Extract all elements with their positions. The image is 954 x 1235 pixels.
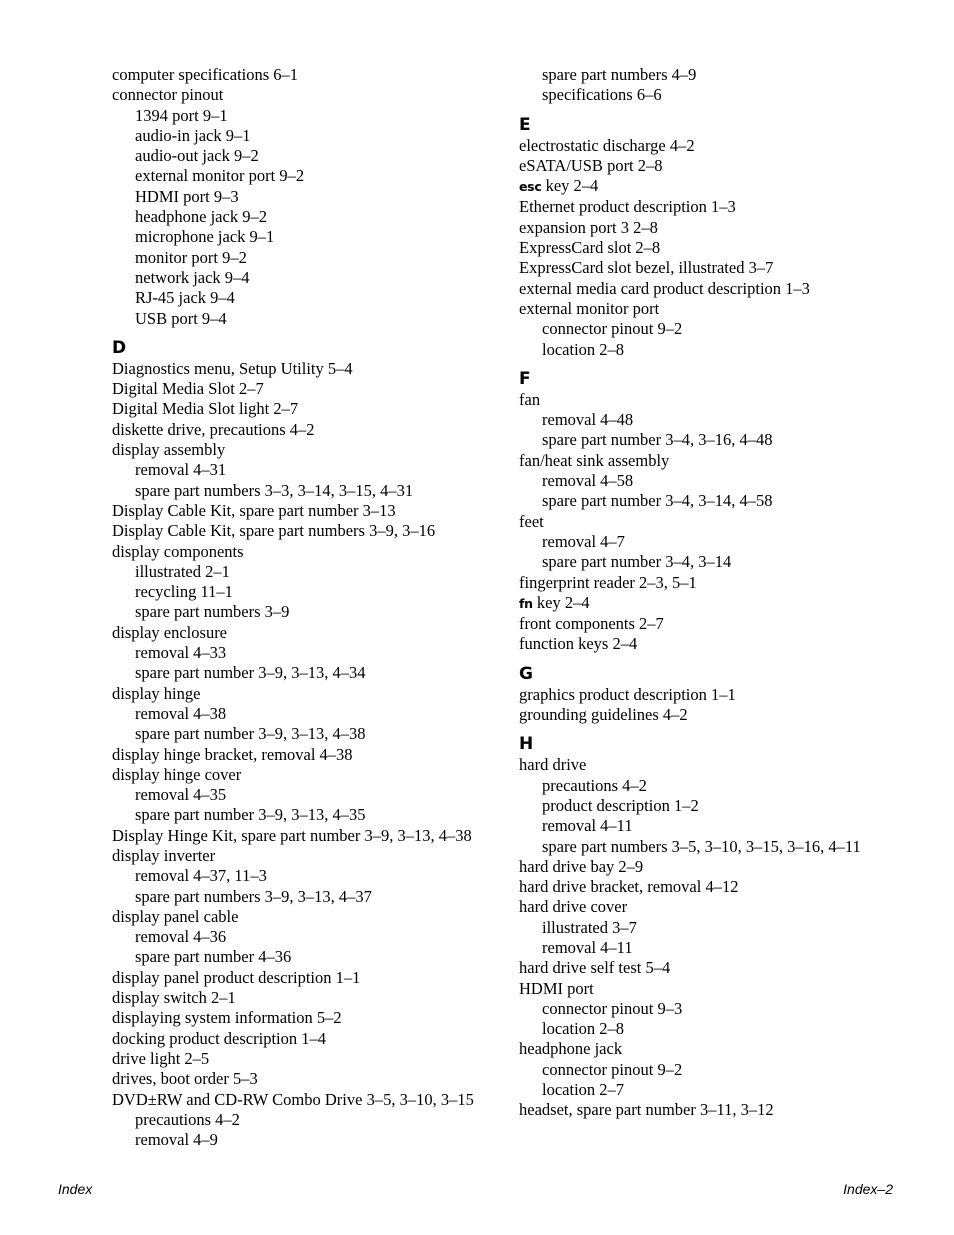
index-entry: hard drive bay 2–9 <box>519 856 644 876</box>
keyboard-key-label: fn <box>519 595 533 611</box>
index-entry: display panel product description 1–1 <box>112 967 361 987</box>
index-subentry: location 2–8 <box>542 339 625 359</box>
index-subentry: microphone jack 9–1 <box>135 227 275 247</box>
index-entry: displaying system information 5–2 <box>112 1008 342 1028</box>
index-subentry: spare part number 3–9, 3–13, 4–38 <box>135 724 366 744</box>
index-entry: expansion port 3 2–8 <box>519 217 658 237</box>
index-entry: Display Cable Kit, spare part numbers 3–9, 3–16 <box>112 521 436 541</box>
index-subentry: removal 4–37, 11–3 <box>135 866 267 886</box>
index-entry: display switch 2–1 <box>112 988 236 1008</box>
index-letter-heading: H <box>519 734 534 755</box>
index-entry: display assembly <box>112 440 226 460</box>
index-subentry: spare part number 3–9, 3–13, 4–35 <box>135 805 366 825</box>
index-subentry: spare part number 3–4, 3–16, 4–48 <box>542 430 773 450</box>
index-subentry: spare part number 3–4, 3–14, 4–58 <box>542 491 773 511</box>
footer-page-number: Index–2 <box>843 1181 893 1197</box>
index-subentry: spare part numbers 3–5, 3–10, 3–15, 3–16, 4–11 <box>542 836 861 856</box>
index-subentry: spare part numbers 3–3, 3–14, 3–15, 4–31 <box>135 480 414 500</box>
index-entry <box>519 593 939 614</box>
index-subentry: spare part numbers 3–9 <box>135 602 290 622</box>
index-subentry: monitor port 9–2 <box>135 247 247 267</box>
index-subentry: spare part numbers 3–9, 3–13, 4–37 <box>135 886 372 906</box>
index-entry: hard drive self test 5–4 <box>519 958 671 978</box>
index-subentry: connector pinout 9–3 <box>542 998 683 1018</box>
index-subentry: audio-out jack 9–2 <box>135 146 259 166</box>
index-subentry: removal 4–36 <box>135 927 227 947</box>
keyboard-key-label: esc <box>519 179 542 195</box>
index-subentry: precautions 4–2 <box>542 775 647 795</box>
index-entry: headphone jack <box>519 1039 623 1059</box>
index-entry: electrostatic discharge 4–2 <box>519 135 695 155</box>
index-entry: hard drive <box>519 755 587 775</box>
index-column-left <box>112 65 507 1150</box>
index-entry: display hinge <box>112 683 201 703</box>
index-entry: hard drive bracket, removal 4–12 <box>519 877 739 897</box>
index-subentry: removal 4–35 <box>135 785 227 805</box>
index-subentry: headphone jack 9–2 <box>135 207 267 227</box>
index-entry: HDMI port <box>519 978 594 998</box>
index-subentry: external monitor port 9–2 <box>135 166 305 186</box>
index-subentry: illustrated 2–1 <box>135 561 230 581</box>
index-subentry: location 2–8 <box>542 1019 625 1039</box>
index-entry: ExpressCard slot 2–8 <box>519 238 661 258</box>
index-entry: Ethernet product description 1–3 <box>519 197 736 217</box>
index-entry: fan <box>519 389 541 409</box>
index-letter-heading: F <box>519 368 531 389</box>
index-subentry: removal 4–11 <box>542 937 633 957</box>
index-entry: display hinge bracket, removal 4–38 <box>112 744 353 764</box>
index-entry: display inverter <box>112 845 216 865</box>
index-subentry: removal 4–38 <box>135 703 227 723</box>
index-subentry: USB port 9–4 <box>135 308 227 328</box>
index-entry <box>519 176 939 197</box>
index-entry: Display Cable Kit, spare part number 3–13 <box>112 500 396 520</box>
index-letter-heading: E <box>519 114 531 135</box>
index-subentry: location 2–7 <box>542 1080 625 1100</box>
index-subentry: RJ-45 jack 9–4 <box>135 288 235 308</box>
index-entry-text: key 2–4 <box>541 176 599 196</box>
index-subentry: removal 4–33 <box>135 643 227 663</box>
index-entry: fingerprint reader 2–3, 5–1 <box>519 572 697 592</box>
index-subentry: removal 4–7 <box>542 531 625 551</box>
index-entry: function keys 2–4 <box>519 634 638 654</box>
index-entry: Diagnostics menu, Setup Utility 5–4 <box>112 358 353 378</box>
index-letter-heading: D <box>112 337 127 358</box>
index-letter-heading: G <box>519 663 533 684</box>
index-subentry: HDMI port 9–3 <box>135 186 239 206</box>
index-subentry: 1394 port 9–1 <box>135 105 228 125</box>
index-entry: docking product description 1–4 <box>112 1028 327 1048</box>
index-subentry: product description 1–2 <box>542 795 699 815</box>
index-entry: display enclosure <box>112 622 228 642</box>
index-entry: external media card product description 1–3 <box>519 278 810 298</box>
index-subentry: precautions 4–2 <box>135 1109 240 1129</box>
index-subentry: removal 4–9 <box>135 1130 218 1150</box>
index-entry: Display Hinge Kit, spare part number 3–9, 3–13, 4–38 <box>112 825 472 845</box>
index-entry: connector pinout <box>112 85 224 105</box>
index-entry: drive light 2–5 <box>112 1048 210 1068</box>
index-entry: headset, spare part number 3–11, 3–12 <box>519 1100 774 1120</box>
index-entry: fan/heat sink assembly <box>519 450 670 470</box>
index-subentry: spare part numbers 4–9 <box>542 65 697 84</box>
index-subentry: spare part number 4–36 <box>135 947 292 967</box>
index-entry: hard drive cover <box>519 897 628 917</box>
index-entry: display components <box>112 541 244 561</box>
index-entry: ExpressCard slot bezel, illustrated 3–7 <box>519 258 774 278</box>
index-subentry: specifications 6–6 <box>542 85 662 105</box>
index-entry: front components 2–7 <box>519 614 664 634</box>
index-subentry: removal 4–31 <box>135 460 227 480</box>
index-entry-text: key 2–4 <box>532 592 590 612</box>
index-subentry: connector pinout 9–2 <box>542 1059 683 1079</box>
index-subentry: recycling 11–1 <box>135 582 233 602</box>
index-subentry: audio-in jack 9–1 <box>135 125 251 145</box>
index-entry: display hinge cover <box>112 764 242 784</box>
index-entry: graphics product description 1–1 <box>519 684 736 704</box>
index-entry: eSATA/USB port 2–8 <box>519 155 663 175</box>
index-entry: diskette drive, precautions 4–2 <box>112 419 315 439</box>
index-subentry: removal 4–58 <box>542 471 634 491</box>
index-entry: external monitor port <box>519 298 660 318</box>
index-entry: feet <box>519 511 544 531</box>
index-subentry: removal 4–48 <box>542 410 634 430</box>
index-column-right <box>519 65 939 1121</box>
footer-section-title: Index <box>58 1181 93 1197</box>
index-subentry: removal 4–11 <box>542 816 633 836</box>
index-entry: drives, boot order 5–3 <box>112 1069 258 1089</box>
index-entry: display panel cable <box>112 906 239 926</box>
index-entry: Digital Media Slot light 2–7 <box>112 399 299 419</box>
index-entry: Digital Media Slot 2–7 <box>112 379 264 399</box>
index-subentry: illustrated 3–7 <box>542 917 637 937</box>
index-subentry: spare part number 3–4, 3–14 <box>542 552 732 572</box>
index-entry: grounding guidelines 4–2 <box>519 705 688 725</box>
index-subentry: spare part number 3–9, 3–13, 4–34 <box>135 663 366 683</box>
index-subentry: connector pinout 9–2 <box>542 319 683 339</box>
index-entry: DVD±RW and CD-RW Combo Drive 3–5, 3–10, 3–15 <box>112 1089 474 1109</box>
index-entry: computer specifications 6–1 <box>112 65 299 84</box>
index-subentry: network jack 9–4 <box>135 267 250 287</box>
